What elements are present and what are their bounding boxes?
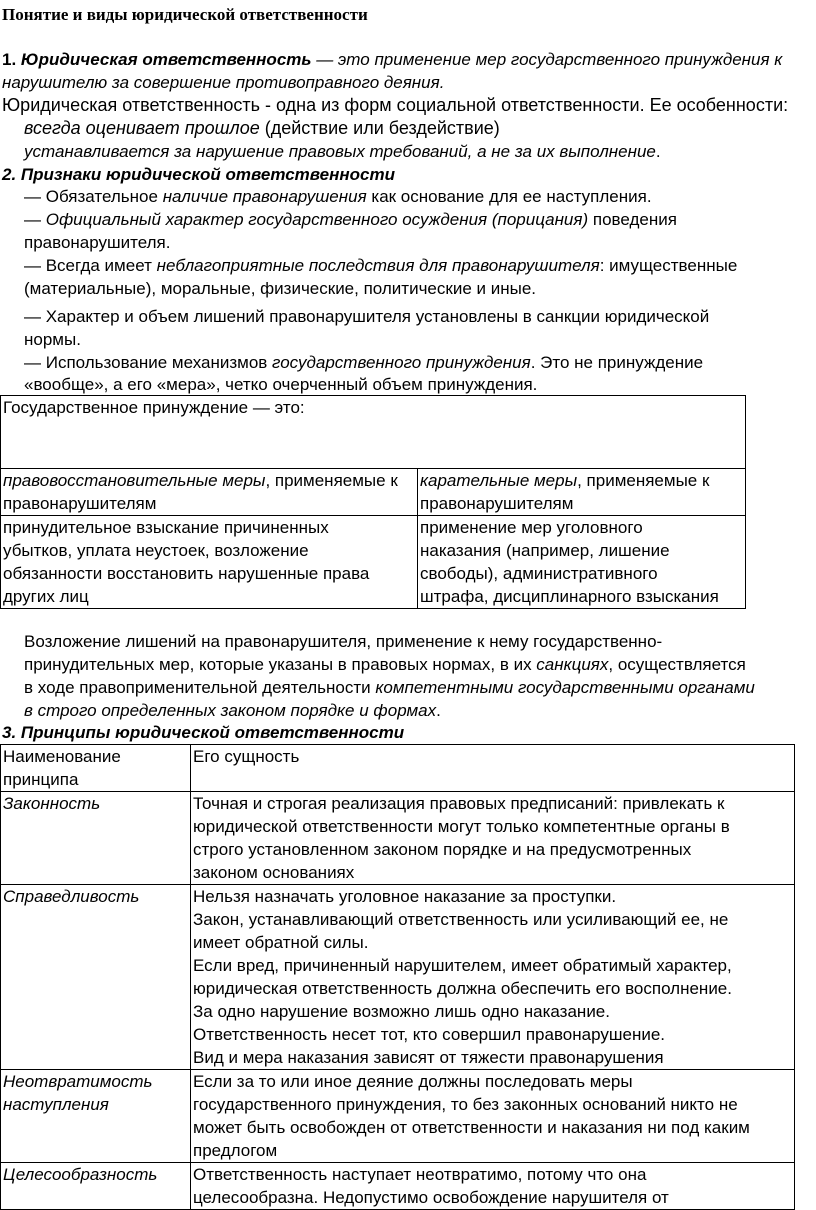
punitive-measures-head [418,469,746,516]
table-row [1,1163,795,1210]
sign-5 [24,351,703,374]
sign-5-b: . Это не принуждение [530,353,704,372]
para-4-b: . [436,701,441,720]
principle-name [1,1070,191,1163]
term: Юридическая ответственность [20,50,312,69]
table-row [1,792,795,885]
principle-name [1,1163,191,1210]
essence-line: За одно нарушение возможно лишь одно наказание. [193,1002,610,1021]
essence-line: Нельзя назначать уголовное наказание за проступки. [193,887,617,906]
para-line-4 [24,699,441,722]
essence-line: может быть освобожден от ответственности и наказания ни под каким [193,1118,750,1137]
definition-line-1 [2,48,782,71]
sign-5-cont: «вообще», а его «мера», четко очерченный объем принуждения. [24,375,538,394]
sign-2 [24,208,677,231]
principle-essence [191,885,795,1070]
principle-essence [191,1163,795,1210]
essence-line: законом основаниях [193,863,355,882]
principle-name-text: Неотвратимость [3,1072,153,1091]
header-line: Его сущность [193,747,300,766]
definition-text: — это применение мер государственного принуждения к [311,50,783,69]
sign-2-cont: правонарушителя. [24,233,171,252]
coercion-table [0,395,746,609]
document-title: Понятие и виды юридической ответственности [2,5,368,24]
para-line-1: Возложение лишений на правонарушителя, применение к нему государственно- [24,632,663,651]
punitive-head-2: правонарушителям [420,494,574,513]
para-4-italic: в строго определенных законом порядке и формах [24,701,437,720]
essence-line: целесообразна. Недопустимо освобождение нарушителя от [193,1188,669,1207]
restorative-term: правовосстановительные меры [3,471,266,490]
principle-name [1,792,191,885]
feature-1-italic: всегда оценивает прошлое [24,118,260,138]
coercion-header-text: Государственное принуждение — это: [3,398,305,417]
sign-2-b: поведения [588,210,677,229]
essence-line: Если за то или иное деяние должны последовать меры [193,1072,633,1091]
punitive-measures-body [418,516,746,609]
restorative-body-line: обязанности восстановить нарушенные права [3,564,370,583]
punitive-body-line: штрафа, дисциплинарного взыскания [420,587,719,606]
essence-line: государственного принуждения, то без законных оснований никто не [193,1095,738,1114]
sign-1-b: как основание для ее наступления. [366,187,652,206]
essence-line: Вид и мера наказания зависят от тяжести правонарушения [193,1048,664,1067]
sign-2-a: — [24,210,46,229]
sign-1 [24,185,652,208]
sign-2-italic: Официальный характер государственного осуждения (порицания) [45,210,589,229]
essence-line: юридическая ответственность должна обеспечить его восполнение. [193,979,732,998]
para-3-a: в ходе правоприменительной деятельности [24,678,376,697]
feature-2-rest: . [655,142,661,161]
punitive-head-1: , применяемые к [577,471,710,490]
header-line: принципа [3,770,79,789]
header-line: Наименование [3,747,121,766]
principle-essence [191,792,795,885]
principle-name-text: Справедливость [3,887,140,906]
table-row [1,885,795,1070]
principle-name-text: Целесообразность [3,1165,158,1184]
para-line-2 [24,653,746,676]
feature-2-italic: устанавливается за нарушение правовых требований, а не за их выполнение [24,142,656,161]
restorative-head-1: , применяемые к [265,471,398,490]
principles-table [0,744,795,1210]
restorative-measures-body [1,516,418,609]
definition-line-2: нарушителю за совершение противоправного деяния. [2,73,445,92]
feature-1-rest: (действие или бездействие) [259,118,500,138]
sign-3-b: : имущественные [599,256,738,275]
para-2-a: принудительных мер, которые указаны в правовых нормах, в их [24,655,537,674]
essence-line: строго установленном законом порядке и на предусмотренных [193,840,692,859]
essence-line: Ответственность наступает неотвратимо, потому что она [193,1165,647,1184]
features-intro: Юридическая ответственность - одна из форм социальной ответственности. Ее особенности: [2,95,789,115]
essence-line: Ответственность несет тот, кто совершил правонарушение. [193,1025,666,1044]
para-2-b: , осуществляется [608,655,746,674]
punitive-body-line: применение мер уголовного [420,518,643,537]
restorative-measures-head [1,469,418,516]
section-2-heading: 2. Признаки юридической ответственности [2,165,395,184]
feature-2 [24,140,661,163]
coercion-table-header [1,396,746,469]
restorative-head-2: правонарушителям [3,494,157,513]
section-number: 1. [2,50,17,69]
restorative-body-line: принудительное взыскание причиненных [3,518,329,537]
restorative-body-line: других лиц [3,587,89,606]
punitive-term: карательные меры [420,471,578,490]
essence-line: Закон, устанавливающий ответственность или усиливающий ее, не [193,910,729,929]
sign-1-italic: наличие правонарушения [162,187,367,206]
sign-1-a: — Обязательное [24,187,163,206]
principle-essence-header [191,745,795,792]
punitive-body-line: свободы), административного [420,564,658,583]
principle-name [1,885,191,1070]
restorative-body-line: убытков, уплата неустоек, возложение [3,541,309,560]
essence-line: имеет обратной силы. [193,933,369,952]
essence-line: Точная и строгая реализация правовых предписаний: привлекать к [193,794,725,813]
sign-5-italic: государственного принуждения [272,353,531,372]
table-row [1,745,795,792]
para-2-italic: санкциях [536,655,609,674]
sign-3-cont: (материальные), моральные, физические, политические и иные. [24,279,536,298]
principle-essence [191,1070,795,1163]
principle-name-text: Законность [3,794,101,813]
principle-name-text: наступления [3,1095,109,1114]
essence-line: Если вред, причиненный нарушителем, имеет обратимый характер, [193,956,732,975]
feature-1 [24,117,500,140]
table-row [1,1070,795,1163]
essence-line: предлогом [193,1141,278,1160]
punitive-body-line: наказания (например, лишение [420,541,670,560]
para-line-3 [24,676,755,699]
sign-4-cont: нормы. [24,330,81,349]
section-3-heading: 3. Принципы юридической ответственности [2,723,405,742]
sign-5-a: — Использование механизмов [24,353,273,372]
essence-line: юридической ответственности могут только компетентные органы в [193,817,730,836]
principle-name-header [1,745,191,792]
sign-3 [24,254,737,277]
para-3-italic: компетентными государственными органами [375,678,755,697]
sign-4: — Характер и объем лишений правонарушителя установлены в санкции юридической [24,307,710,326]
sign-3-a: — Всегда имеет [24,256,157,275]
sign-3-italic: неблагоприятные последствия для правонарушителя [156,256,600,275]
